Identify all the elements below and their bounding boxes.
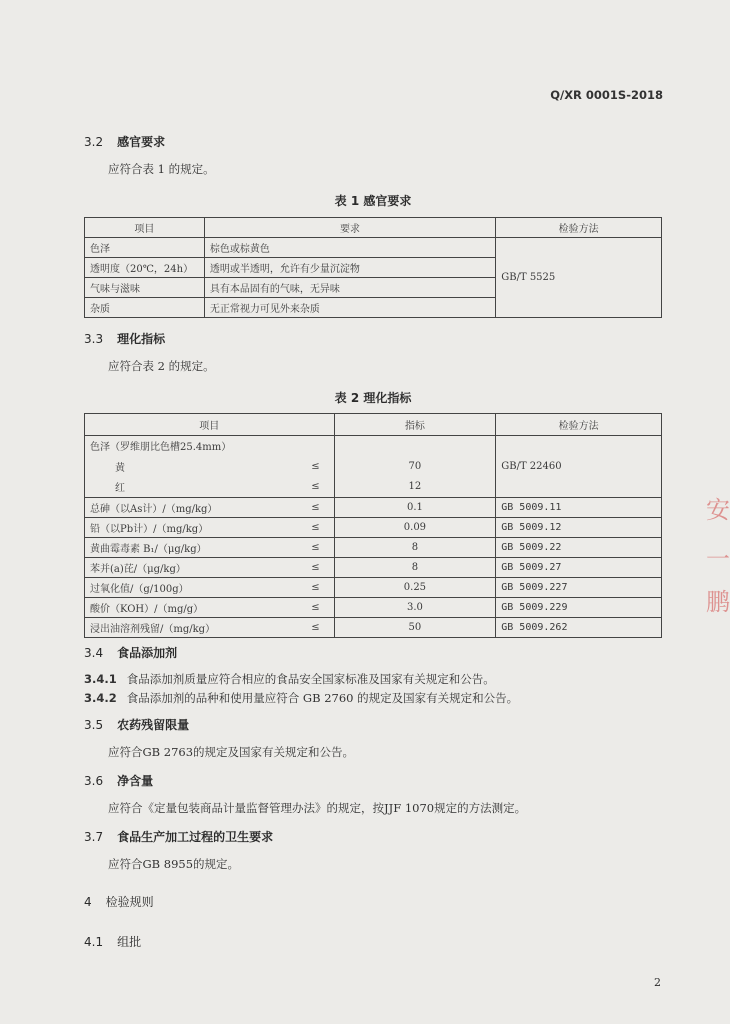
table2-item: 铅（以Pb计）/（mg/kg） [85, 518, 290, 538]
table2-item: 苯并(a)芘/（μg/kg） [85, 558, 290, 578]
table2-value: 8 [334, 538, 496, 558]
section-number: 3.7 [84, 830, 104, 844]
table2 [84, 413, 662, 638]
table2-method: GB 5009.22 [496, 538, 662, 558]
table-row [85, 518, 662, 538]
section-number: 3.4 [84, 646, 104, 660]
table2-caption-wrap [84, 389, 662, 406]
section-3-7-text: 应符合GB 8955的规定。 [108, 857, 240, 871]
table-row [85, 618, 662, 638]
seal-char: 一 [706, 545, 730, 573]
table2-item: 浸出油溶剂残留/（mg/kg） [85, 618, 290, 638]
table2-method: GB 5009.12 [496, 518, 662, 538]
table2-color-method: GB/T 22460 [496, 436, 662, 498]
section-number: 3.6 [84, 774, 104, 788]
table2-header-row [85, 414, 662, 436]
section-title: 理化指标 [117, 332, 166, 346]
table2-method: GB 5009.229 [496, 598, 662, 618]
section-3-4-2 [84, 690, 518, 706]
table2-item: 过氧化值/（g/100g） [85, 578, 290, 598]
section-3-5-text: 应符合GB 2763的规定及国家有关规定和公告。 [108, 745, 355, 759]
section-title: 感官要求 [117, 135, 166, 149]
table2-method: GB 5009.27 [496, 558, 662, 578]
section-3-2-heading [84, 133, 165, 150]
table1-header-method: 检验方法 [496, 218, 662, 238]
section-number: 4.1 [84, 935, 104, 949]
table2-op: ≤ [289, 538, 334, 558]
section-number: 3.5 [84, 718, 104, 732]
section-title: 净含量 [117, 774, 154, 788]
table1-method: GB/T 5525 [496, 238, 662, 318]
table2-op: ≤ [289, 477, 334, 498]
table1-header-row [85, 218, 662, 238]
table-row [85, 578, 662, 598]
table1 [84, 217, 662, 318]
table2-empty-cell [334, 436, 496, 456]
section-title: 农药残留限量 [117, 718, 190, 732]
section-3-7-heading [84, 828, 273, 845]
section-3-6-heading [84, 772, 153, 789]
table2-item: 黄 [85, 456, 290, 477]
table-row [85, 558, 662, 578]
section-3-4-heading [84, 644, 177, 661]
section-number: 3.3 [84, 332, 104, 346]
table2-color-group-label: 色泽（罗维朋比色槽25.4mm） [85, 436, 335, 456]
table2-header-value: 指标 [334, 414, 496, 436]
section-title: 组批 [117, 935, 142, 949]
table2-op: ≤ [289, 456, 334, 477]
section-number: 4 [84, 895, 92, 909]
section-title: 食品生产加工过程的卫生要求 [117, 830, 274, 844]
table2-op: ≤ [289, 598, 334, 618]
table2-value: 0.09 [334, 518, 496, 538]
table2-item: 黄曲霉毒素 B₁/（μg/kg） [85, 538, 290, 558]
section-title: 食品添加剂 [117, 646, 178, 660]
clause-number: 3.4.1 [84, 672, 117, 686]
table-row [85, 538, 662, 558]
table1-req: 具有本品固有的气味，无异味 [204, 278, 495, 298]
table1-item: 色泽 [85, 238, 205, 258]
clause-text: 食品添加剂的品种和使用量应符合 GB 2760 的规定及国家有关规定和公告。 [126, 691, 519, 705]
section-3-4-1 [84, 671, 495, 687]
table2-value: 8 [334, 558, 496, 578]
table1-req: 透明或半透明，允许有少量沉淀物 [204, 258, 495, 278]
table2-op: ≤ [289, 498, 334, 518]
table1-req: 棕色或棕黄色 [204, 238, 495, 258]
table-row [85, 598, 662, 618]
section-3-2-text: 应符合表 1 的规定。 [108, 162, 215, 176]
table2-item: 红 [85, 477, 290, 498]
table2-header-item: 项目 [85, 414, 335, 436]
table1-req: 无正常视力可见外来杂质 [204, 298, 495, 318]
clause-text: 食品添加剂质量应符合相应的食品安全国家标准及国家有关规定和公告。 [126, 672, 495, 686]
table1-header-req: 要求 [204, 218, 495, 238]
table1-caption-wrap [84, 192, 662, 209]
clause-number: 3.4.2 [84, 691, 117, 705]
table2-header-method: 检验方法 [496, 414, 662, 436]
table2-op: ≤ [289, 578, 334, 598]
seal-fragment [706, 490, 730, 617]
table2-op: ≤ [289, 558, 334, 578]
table-row [85, 498, 662, 518]
table2-method: GB 5009.227 [496, 578, 662, 598]
table2-op: ≤ [289, 518, 334, 538]
table1-item: 透明度（20℃，24h） [85, 258, 205, 278]
section-3-5-heading [84, 716, 189, 733]
table2-op: ≤ [289, 618, 334, 638]
table2-value: 50 [334, 618, 496, 638]
section-3-3-text: 应符合表 2 的规定。 [108, 359, 215, 373]
table2-method: GB 5009.11 [496, 498, 662, 518]
table1-item: 杂质 [85, 298, 205, 318]
table1-item: 气味与滋味 [85, 278, 205, 298]
table2-method: GB 5009.262 [496, 618, 662, 638]
seal-char: 安 [706, 496, 730, 524]
table1-header-item: 项目 [85, 218, 205, 238]
table-row [85, 238, 662, 258]
table2-value: 12 [334, 477, 496, 498]
table2-caption: 表 2 理化指标 [334, 391, 412, 405]
table2-value: 3.0 [334, 598, 496, 618]
table2-value: 0.25 [334, 578, 496, 598]
table1-caption: 表 1 感官要求 [334, 194, 412, 208]
table2-item: 总砷（以As计）/（mg/kg） [85, 498, 290, 518]
table-row [85, 436, 662, 456]
section-title: 检验规则 [105, 895, 154, 909]
table2-value: 70 [334, 456, 496, 477]
page-number: 2 [654, 976, 661, 989]
section-4-heading [84, 893, 154, 910]
section-3-3-heading [84, 330, 165, 347]
table2-item: 酸价（KOH）/（mg/g） [85, 598, 290, 618]
table2-value: 0.1 [334, 498, 496, 518]
section-4-1-heading [84, 933, 141, 950]
section-3-6-text: 应符合《定量包装商品计量监督管理办法》的规定，按JJF 1070规定的方法测定。 [108, 801, 527, 815]
section-number: 3.2 [84, 135, 104, 149]
seal-char: 鹏 [706, 588, 730, 616]
document-code: Q/XR 0001S-2018 [550, 88, 663, 102]
